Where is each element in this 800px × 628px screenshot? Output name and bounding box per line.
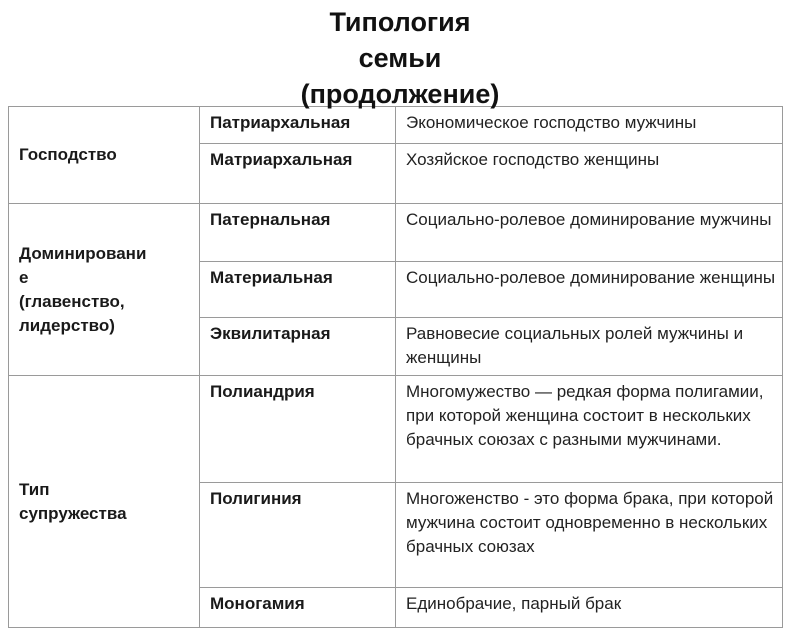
type-cell: Моногамия	[200, 588, 396, 628]
category-label: (главенство,	[19, 291, 125, 311]
type-cell: Патриархальная	[200, 107, 396, 144]
description-cell: Равновесие социальных ролей мужчины и женщины	[396, 318, 783, 376]
type-cell: Эквилитарная	[200, 318, 396, 376]
type-cell: Полигиния	[200, 483, 396, 588]
type-cell: Материальная	[200, 262, 396, 318]
table-row	[9, 376, 783, 483]
page-title	[0, 4, 800, 112]
category-label: супружества	[19, 503, 127, 523]
title-line-3: (продолжение)	[300, 79, 500, 109]
description-cell: Многоженство - это форма брака, при которой мужчина состоит одновременно в нескольких брачных союзах	[396, 483, 783, 588]
typology-table	[8, 106, 783, 628]
description-cell: Единобрачие, парный брак	[396, 588, 783, 628]
description-cell: Многомужество — редкая форма полигамии, при которой женщина состоит в нескольких брачных союзах с разными мужчинами.	[396, 376, 783, 483]
category-label: Тип	[19, 479, 50, 499]
category-label: Доминировани	[19, 243, 147, 263]
category-cell-dominance	[9, 107, 200, 204]
description-cell: Экономическое господство мужчины	[396, 107, 783, 144]
table-row	[9, 204, 783, 262]
title-line-1: Типология	[329, 7, 471, 37]
category-cell-marriage-type	[9, 376, 200, 628]
table-row	[9, 107, 783, 144]
category-label: Господство	[19, 145, 117, 164]
category-cell-domination	[9, 204, 200, 376]
type-cell: Матриархальная	[200, 144, 396, 204]
title-line-2: семьи	[358, 43, 442, 73]
description-cell: Хозяйское господство женщины	[396, 144, 783, 204]
description-cell: Социально-ролевое доминирование мужчины	[396, 204, 783, 262]
category-label: лидерство)	[19, 315, 115, 335]
type-cell: Патернальная	[200, 204, 396, 262]
category-label: е	[19, 267, 29, 287]
description-cell: Социально-ролевое доминирование женщины	[396, 262, 783, 318]
type-cell: Полиандрия	[200, 376, 396, 483]
